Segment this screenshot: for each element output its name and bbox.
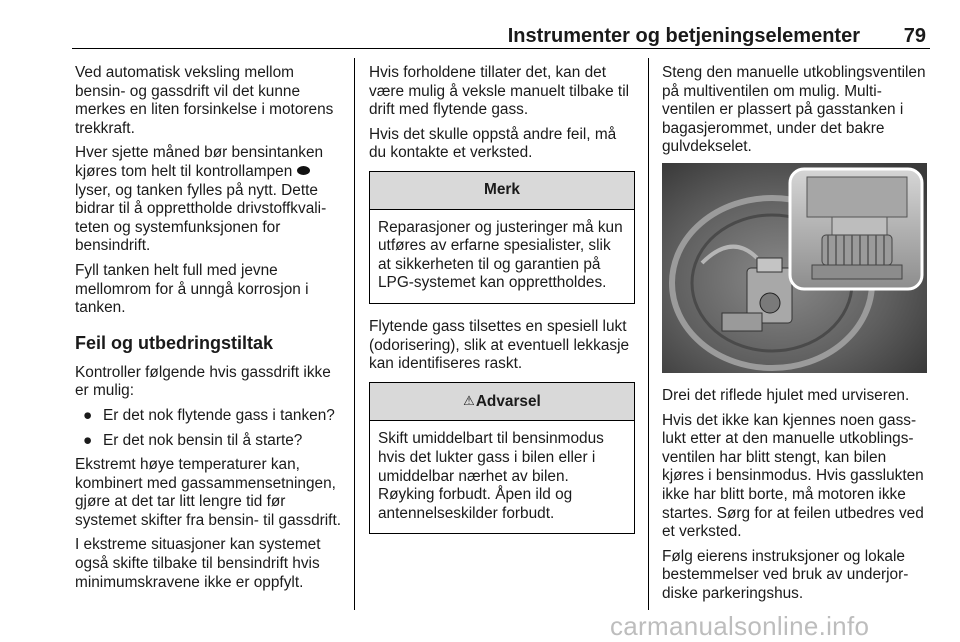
paragraph-check: Kontroller følgende hvis gassdrift ikke er mulig: <box>75 363 331 400</box>
section-heading: Feil og utbedringstiltak <box>75 332 274 353</box>
paragraph-odorisation: Flytende gass tilsettes en spesiell lukt (odorisering), slik at eventuell lekkasje kan identifiseres raskt. <box>369 317 630 373</box>
column-divider-1 <box>354 58 355 610</box>
warning-body: Skift umiddelbart til bensinmodus hvis det lukter gass i bilen eller i umiddelbar nærhet av bilen. Røyking forbudt. Åpen ild og antennelseskilder forbudt. <box>378 430 604 522</box>
paragraph-text: lyser, og tanken fylles på nytt. Dette bidrar til å opprettholde drivstoffkvaliteten og systemfunksjonen for bensindrift. <box>75 181 327 255</box>
list-item <box>75 432 343 451</box>
warning-title: Advarsel <box>475 392 541 410</box>
note-title: Merk <box>370 172 634 210</box>
warning-header <box>370 383 634 422</box>
column-divider-2 <box>648 58 649 610</box>
warning-box <box>369 382 635 535</box>
fuel-warning-lamp-icon <box>297 166 310 175</box>
note-body: Reparasjoner og justeringer må kun utføres av erfarne spesialister, slik at sikkerheten til og garantien på LPG-systemet kan opprettholdes. <box>378 218 623 292</box>
page-header-title: Instrumenter og betjeningselementer <box>507 25 860 47</box>
paragraph-close-valve: Steng den manuelle utkoblingsventilen på multiventilen om mulig. Multiventilen er plassert på gasstanken i bagasjerommet, under det bakre gulvdekselet. <box>662 64 926 156</box>
paragraph-empty-tank <box>75 144 343 256</box>
list-item <box>75 407 343 426</box>
paragraph-fill-tank: Fyll tanken helt full med jevne mellomrom for å unngå korrosjon i tanken. <box>75 261 309 317</box>
list-item-text: Er det nok bensin til å starte? <box>103 431 303 449</box>
bullet-icon: ● <box>83 431 93 449</box>
paragraph-turn-wheel: Drei det riflede hjulet med urviseren. <box>662 386 910 404</box>
list-item-text: Er det nok flytende gass i tanken? <box>103 406 335 424</box>
paragraph-no-gas-smell: Hvis det ikke kan kjennes noen gasslukt etter at den manuelle utkoblingsventilen har blitt stengt, kan bilen kjøres i bensinmodus. Hvis gasslukten ikke har blitt borte, må motoren ikke startes. Sørg for at feilen utbedres ved et verksted. <box>662 411 924 541</box>
watermark: carmanualsonline.info <box>610 611 870 641</box>
header-rule <box>72 48 930 49</box>
paragraph-delay: Ved automatisk veksling mellom bensin- og gassdrift vil det kunne merkes en liten forsinkelse i motorens trekkraft. <box>75 64 334 137</box>
column-right <box>662 64 927 610</box>
paragraph-parking: Følg eierens instruksjoner og lokale bestemmelser ved bruk av underjordiske parkeringshus. <box>662 547 909 602</box>
paragraph-manual-switch: Hvis forholdene tillater det, kan det være mulig å veksle manuelt tilbake til drift med flytende gass. <box>369 64 630 119</box>
bullet-icon: ● <box>83 406 93 424</box>
page-number: 79 <box>903 25 926 47</box>
paragraph-extreme: I ekstreme situasjoner kan systemet også skifte tilbake til bensindrift hvis minimumskravene ikke er oppfylt. <box>75 536 321 591</box>
note-box <box>369 171 635 304</box>
paragraph-workshop: Hvis det skulle oppstå andre feil, må du kontakte et verksted. <box>369 125 617 162</box>
multivalve-photo <box>662 163 927 373</box>
column-middle <box>369 64 635 548</box>
paragraph-temperature: Ekstremt høye temperaturer kan, kombinert med gassammensetningen, gjøre at det tar litt lengre tid før systemet skifter fra bensin- til gassdrift. <box>75 456 341 529</box>
paragraph-text: Hver sjette måned bør bensintanken kjøres tom helt til kontrollampen <box>75 144 324 180</box>
warning-icon: ⚠ <box>463 392 475 408</box>
column-left <box>75 64 343 598</box>
